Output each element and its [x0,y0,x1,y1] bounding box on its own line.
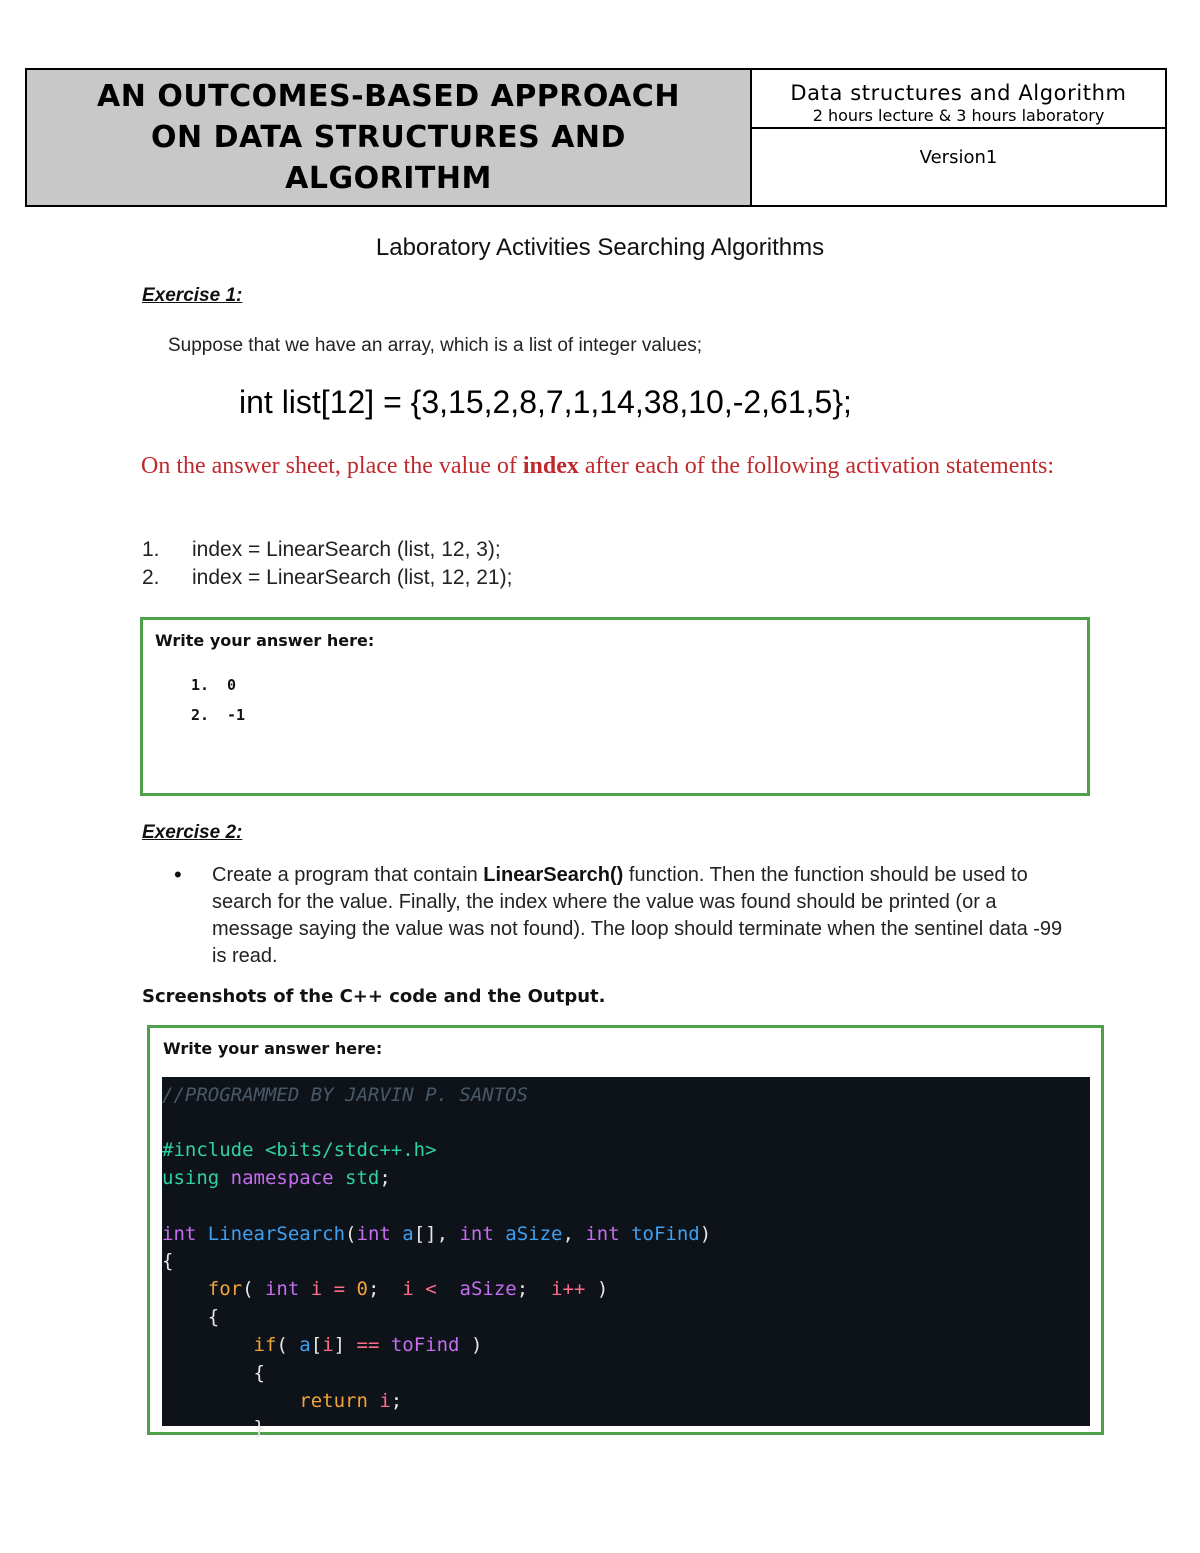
code-for-open: ( [242,1278,265,1300]
code-include-keyword: #include [162,1139,254,1161]
bullet-icon: • [174,862,182,887]
code-std: std [333,1167,380,1189]
statement-1 [142,538,501,562]
code-param-find: toFind [619,1223,700,1245]
code-idx-i: i [322,1334,334,1356]
code-brace: { [162,1362,265,1384]
code-line-return [162,1390,402,1412]
code-semicolon: ; [379,1167,391,1189]
code-return-keyword: return [162,1390,368,1412]
answer-2-value: -1 [227,706,246,724]
code-screenshot [162,1077,1090,1439]
exercise-1-instruction [141,451,1061,482]
code-comment: //PROGRAMMED BY JARVIN P. SANTOS [162,1084,529,1106]
code-ret-semi: ; [390,1390,403,1412]
code-asize: aSize [448,1278,517,1300]
code-assign: = [322,1278,357,1300]
code-var-i: i [390,1278,414,1300]
code-brace-close: } [162,1417,265,1439]
code-brace: { [162,1306,220,1328]
version-label: Version1 [919,147,998,168]
code-paren-open: ( [345,1223,357,1245]
code-int-keyword: int [459,1223,494,1245]
code-for-close: ) [585,1278,609,1300]
code-semi: ; [367,1278,391,1300]
code-ret-i: i [367,1390,391,1412]
code-int-keyword: int [585,1223,620,1245]
instruction-post: after each of the following activation statements: [578,453,1055,479]
code-if-open: ( [276,1334,300,1356]
code-line-for [162,1278,608,1300]
lab-title: Laboratory Activities Searching Algorithms [375,234,825,261]
exercise-1-answer-label: Write your answer here: [155,631,375,650]
code-namespace-keyword: namespace [219,1167,334,1189]
code-if-keyword: if [162,1334,277,1356]
course-name: Data structures and Algorithm [790,81,1127,105]
code-incr: i++ [539,1278,586,1300]
header-title [97,76,680,199]
header-title-line-2: ON DATA STRUCTURES AND [151,120,626,155]
ex2-text-bold: LinearSearch() [483,864,624,886]
code-line-using [162,1167,391,1189]
exercise-1-heading: Exercise 1: [142,285,243,306]
code-line-partial [162,1417,265,1439]
array-declaration: int list[12] = {3,15,2,8,7,1,14,38,10,-2,61,5}; [239,384,852,420]
code-arr-a: a [299,1334,311,1356]
statement-2-text: index = LinearSearch (list, 12, 21); [192,566,513,589]
code-line-signature [162,1223,711,1245]
version-cell [752,129,1165,205]
code-lt: < [413,1278,449,1300]
header-title-cell [27,70,752,205]
code-paren-close: ) [699,1223,712,1245]
course-cell [752,70,1165,129]
code-function-name: LinearSearch [196,1223,346,1245]
code-comma: , [562,1223,586,1245]
code-using-keyword: using [162,1167,220,1189]
course-hours: 2 hours lecture & 3 hours laboratory [812,106,1105,125]
code-line-include [162,1139,437,1161]
statement-2-num: 2. [142,566,160,589]
code-idx-close: ] [333,1334,346,1356]
ex2-text-pre: Create a program that contain [212,864,484,886]
code-line-brace-open-1 [162,1306,219,1328]
exercise-2-heading: Exercise 2: [142,822,243,843]
instruction-bold: index [522,453,579,479]
header-table [25,68,1167,207]
statement-1-num: 1. [142,538,160,561]
header-title-line-3: ALGORITHM [285,161,492,196]
code-line-brace-open [162,1250,173,1272]
code-eq: == [345,1334,391,1356]
code-line-comment [162,1084,528,1106]
answer-1-num: 1. [191,676,210,694]
statement-1-text: index = LinearSearch (list, 12, 3); [192,538,501,561]
header-title-line-1: AN OUTCOMES-BASED APPROACH [97,79,680,114]
code-include-file: <bits/stdc++.h> [253,1139,437,1161]
code-idx-open: [ [310,1334,323,1356]
code-line-brace-open-2 [162,1362,265,1384]
code-zero: 0 [356,1278,368,1300]
instruction-pre: On the answer sheet, place the value of [141,453,523,479]
statement-2 [142,566,512,590]
code-line-if [162,1334,482,1356]
answer-1 [191,676,236,694]
code-int-keyword: int [264,1278,300,1300]
exercise-1-intro: Suppose that we have an array, which is a list of integer values; [168,335,703,356]
screenshots-heading: Screenshots of the C++ code and the Output. [142,986,606,1007]
answer-1-value: 0 [227,676,237,694]
code-semi: ; [516,1278,540,1300]
code-brace: { [162,1250,174,1272]
code-if-close: ) [459,1334,483,1356]
answer-2-num: 2. [191,706,210,724]
code-int-keyword: int [162,1223,197,1245]
header-info-cell [752,70,1165,205]
ex2-text-post: function. Then the function should be used to search for the value. Finally, the index where the value was found should be printed (or a message saying the value was not found). The loop should terminate when the sentinel data -99 is read. [212,864,1063,967]
exercise-2-description [212,862,1072,970]
code-brackets: [], [413,1223,460,1245]
code-for-keyword: for [162,1278,243,1300]
code-param-size: aSize [493,1223,563,1245]
answer-2 [191,706,245,724]
code-int-keyword: int [356,1223,391,1245]
code-param-a: a [390,1223,414,1245]
exercise-2-answer-label: Write your answer here: [163,1039,383,1058]
code-var-i: i [299,1278,323,1300]
code-tofind: toFind [390,1334,460,1356]
